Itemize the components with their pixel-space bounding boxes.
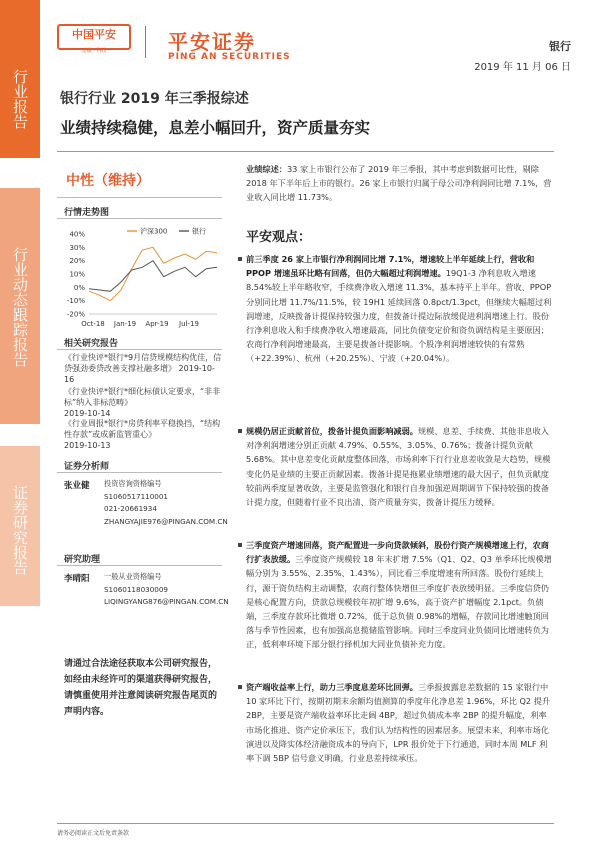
related-report-item[interactable]	[64, 418, 224, 451]
related-report-item[interactable]	[64, 352, 224, 385]
point-paragraph	[246, 252, 554, 366]
analyst-email[interactable]: ZHANGYAJIE976@PINGAN.COM.CN	[104, 516, 228, 526]
related-report-date: 2019-10-14	[64, 409, 111, 418]
analysts-label: 证券分析师	[64, 462, 110, 472]
point-text: 规模、息差、手续费、其他非息收入对净利润增速分别正贡献 4.79%、0.55%、3.05%、0.76%；拨备计提负贡献 5.68%。其中息差变化贡献度整体回落，市场利率下行行业息差收敛是大趋势，规模变化仍是业绩的主要正贡献因素。拨备计提是拖累业绩增速的最大因子，但负贡献度较前两季度显著收敛，主要是监管强化和银行自身加强逆周期调节下保持较强的拨备计提力度，但随着行业不良出清、资产质量夯实，拨备计提压力缓释。	[246, 426, 551, 508]
analysts-divider	[57, 472, 222, 473]
rating-divider	[57, 197, 222, 198]
report-headline: 业绩持续稳健，息差小幅回升，资产质量夯实	[60, 119, 371, 137]
sidebar-text-dynamic-report: 行业动态跟踪报告	[11, 247, 29, 367]
x-tick-label: Jul-19	[179, 320, 199, 328]
view-title: 平安观点：	[246, 230, 312, 245]
analyst-name: 张业健	[64, 481, 90, 491]
analyst-license: S1060517110001	[104, 491, 169, 501]
sidebar-block-3	[0, 446, 40, 606]
related-report-item[interactable]	[64, 386, 224, 419]
related-report-text[interactable]: 《行业快评*银行*9月信贷规模结构优佳，信贷强劲委贷改善支撑社融多增》	[64, 353, 222, 373]
ping-an-securities-logo-sub: PING AN SECURITIES	[168, 52, 291, 62]
header-divider	[57, 151, 554, 152]
series-line	[89, 247, 217, 300]
legend-label: 银行	[192, 227, 206, 236]
point-text: 三季度资产规模较 18 年末扩增 7.5%（Q1、Q2、Q3 单季环比规模增幅分别为 3.55%、2.35%、1.43%），同比看三季度增速有所回落。股份行延续上行，源于资负结构主动调整，农商行整体快增但三季度扩表放缓明显。三季度信贷仍是核心配置方向，贷款总规模较年初扩增 9.6%，高于资产扩增幅度 2.1pct。负债端，三季度存款环比微增 0.72%，低于总负债 0.98%的增幅，存款同比增速触顶回落与季节性因素，也有加强高息揽储监管影响。同时三季度同业负债同比增速转负为正，低利率环境下部分银行择机加大同业负债补充力度。	[246, 554, 552, 650]
y-tick-label: 10%	[69, 270, 85, 279]
rating: 中性（维持）	[66, 173, 150, 189]
x-tick-label: Oct-18	[81, 320, 105, 328]
legend-label: 沪深300	[140, 227, 168, 236]
footer-disclaimer: 请务必阅读正文后免责条款	[57, 830, 130, 837]
assistant-role: 一般从业资格编号	[104, 572, 162, 581]
point-highlight: 前三季度 26 家上市银行净利润同比增 7.1%，增速较上半年延续上行，营收和 PPOP 增速虽环比略有回落，但仍大幅超过利润增速。	[246, 254, 535, 279]
x-tick-label: Apr-19	[145, 320, 169, 328]
ping-an-group-logo: 中国平安	[57, 24, 131, 50]
summary-paragraph	[246, 162, 554, 205]
point-paragraph	[246, 680, 554, 765]
sidebar-block-1	[0, 0, 40, 158]
assistant-label: 研究助理	[64, 555, 101, 565]
market-trend-chart	[57, 222, 227, 332]
analyst-role: 投资咨询资格编号	[104, 479, 162, 488]
report-title: 银行行业 2019 年三季报综述	[60, 91, 249, 107]
logo-divider	[145, 26, 146, 58]
related-reports-label: 相关研究报告	[64, 339, 119, 349]
point-text: 三季报披露息差数据的 15 家银行中 10 家环比下行，按期初期末余额均值测算的季度年化净息差 1.96%，环比 Q2 提升 2BP，主要是资产端收益率环比走阔 4BP，超过负债成本率 2BP 的提升幅度，利率市场化推进、资产定价承压下，我们认为结构性的因素居多。展望未来，利率市场化演进以及降实体经济融资成本的导向下，LPR 报价处于下行通道，同时本周 MLF 利率下调 5BP 信号意义明确，行业息差持续承压。	[246, 682, 551, 764]
y-tick-label: -20%	[66, 310, 85, 319]
point-paragraph	[246, 424, 554, 509]
sidebar-text-industry-report: 行业报告	[11, 69, 29, 129]
y-tick-label: -10%	[66, 297, 85, 306]
legal-notice: 请通过合法途径获取本公司研究报告，如经由未经许可的渠道获得研究报告，请慎重使用并注意阅读研究报告尾页的声明内容。	[64, 659, 218, 717]
analyst-phone: 021-20661934	[104, 504, 157, 513]
point-highlight: 三季度资产增速回落，资产配置进一步向贷款倾斜，股份行资产规模增速上行，农商行扩表放缓。	[246, 540, 549, 565]
sidebar-block-2	[0, 188, 40, 424]
series-line	[89, 261, 217, 292]
chart-label: 行情走势图	[64, 208, 110, 218]
assistant-divider	[57, 565, 222, 566]
y-tick-label: 0%	[73, 283, 85, 292]
industry-tag: 银行	[549, 40, 571, 53]
assistant-name: 李晴阳	[64, 574, 90, 584]
ping-an-group-logo-sub: 金融 · 科技	[81, 48, 107, 54]
bullet-icon	[238, 543, 242, 547]
report-date: 2019 年 11 月 06 日	[474, 62, 571, 73]
x-tick-label: Jan-19	[113, 320, 137, 328]
related-divider	[57, 349, 222, 350]
bullet-icon	[238, 685, 242, 689]
ping-an-securities-logo: 平安证券	[168, 30, 256, 54]
related-report-text[interactable]: 《行业周报*银行*房贷利率平稳换挡，“结构性存款”或成新监管重心》	[64, 419, 221, 439]
y-tick-label: 30%	[69, 243, 85, 252]
footer-divider	[57, 823, 554, 824]
assistant-email[interactable]: LIQINGYANG876@PINGAN.COM.CN	[104, 597, 229, 606]
assistant-license: S1060118030009	[104, 584, 169, 594]
y-tick-label: 40%	[69, 230, 85, 239]
assistant-details	[104, 571, 229, 609]
summary-text: 33 家上市银行公布了 2019 年三季报，其中考虑到数据可比性，剔除 2018 年下半年后上市的银行。26 家上市银行归属于母公司净利润同比增 7.1%，营业收入同比增 11.73%。	[246, 164, 552, 203]
point-text: 19Q1-3 净利息收入增速 8.54%较上半年略收窄，手续费净收入增速 11.3%，基本持平上半年。营收、PPOP 分别同比增 11.7%/11.5%，较 19H1 延续回落 0.8pct/1.3pct，但继续大幅超过利润增速，反映拨备计提保持较强力度，但拨备计提边际放缓促进利润增速上行。股份行净利息收入和手续费净收入增速最高，同比负债变定价和资负调结构是主要原因；农商行净利润增速最高，主要是拨备计提影响。个股净利润增速较快的有常熟（+22.39%）、杭州（+20.25%）、宁波（+20.04%）。	[246, 268, 552, 364]
point-highlight: 规模仍居正贡献首位，拨备计提负面影响减弱。	[246, 426, 418, 436]
point-paragraph	[246, 538, 554, 652]
related-report-text[interactable]: 《行业快评*银行*细化标债认定要求，“非非标”纳入非标范畴》	[64, 387, 221, 407]
bullet-icon	[238, 429, 242, 433]
analyst-details	[104, 478, 228, 528]
summary-label: 业绩综述：	[246, 164, 287, 174]
related-report-date: 2019-10-13	[64, 441, 111, 450]
y-tick-label: 20%	[69, 257, 85, 266]
bullet-icon	[238, 257, 242, 261]
sidebar-text-securities-research: 证券研究报告	[11, 485, 29, 575]
chart-label-divider	[57, 218, 222, 219]
point-highlight: 资产端收益率上行，助力三季度息差环比回弹。	[246, 682, 418, 692]
related-report-date: 2019-10-16	[64, 364, 215, 384]
